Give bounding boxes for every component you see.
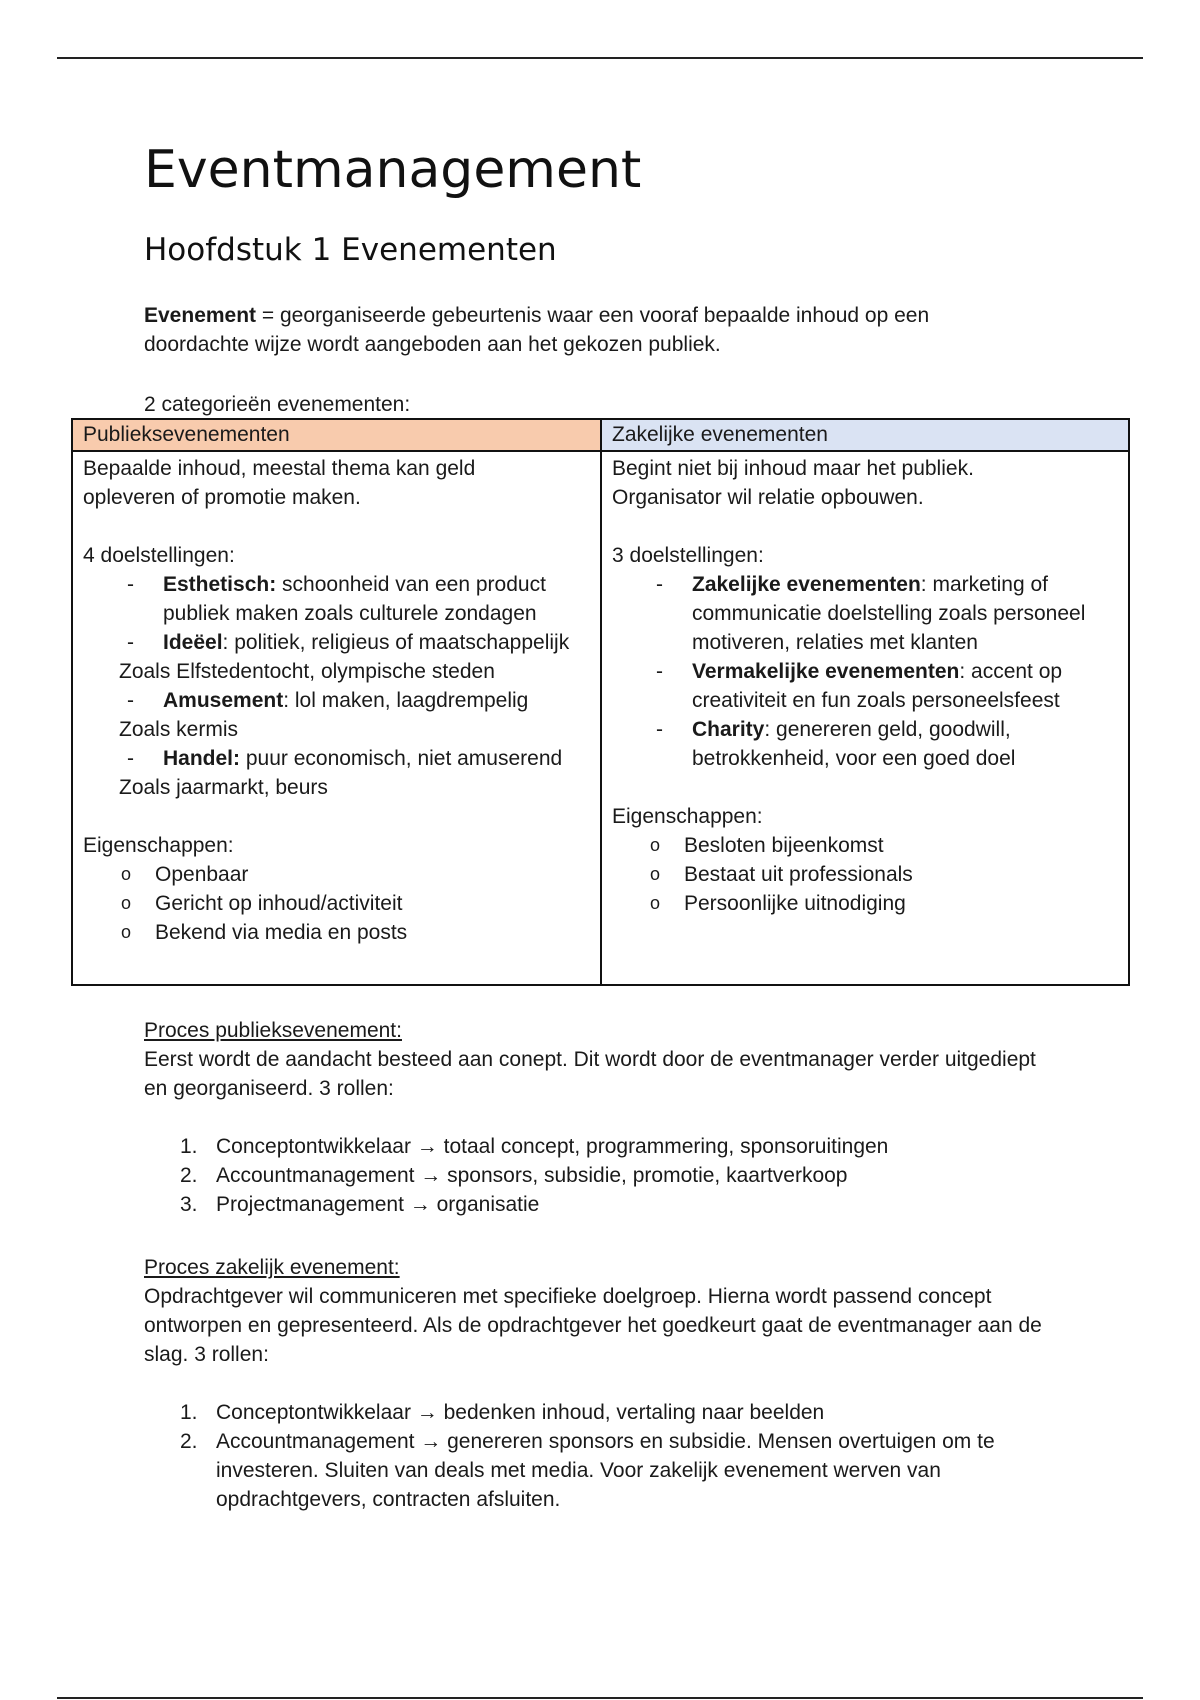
business-intro-line-1: Begint niet bij inhoud maar het publiek. (612, 457, 974, 480)
list-item: 2. Accountmanagement → genereren sponsors en subsidie. Mensen overtuigen om te investeren. Sluiten van deals met media. Voor zakelijk evenement werven van opdrachtgevers, contracten afsluiten. (180, 1430, 995, 1511)
list-item: o Openbaar (121, 863, 249, 886)
categories-label: 2 categorieën evenementen: (144, 393, 411, 416)
process-public-text: Eerst wordt de aandacht besteed aan conept. Dit wordt door de eventmanager verder uitgediept en georganiseerd. 3 rollen: (144, 1048, 1036, 1100)
footer-rule (57, 1697, 1143, 1699)
list-item: - Zakelijke evenementen: marketing of communicatie doelstelling zoals personeel motiveren, relaties met klanten (656, 573, 1086, 654)
list-item: o Persoonlijke uitnodiging (650, 892, 906, 915)
definition-paragraph (144, 301, 1024, 359)
list-item: o Besloten bijeenkomst (650, 834, 884, 857)
definition-term: Evenement (144, 304, 257, 327)
public-intro-line-1: Bepaalde inhoud, meestal thema kan geld (83, 457, 476, 480)
list-item: o Bestaat uit professionals (650, 863, 913, 886)
list-item: - Amusement: lol maken, laagdrempelig (127, 689, 529, 712)
list-item: 2. Accountmanagement → sponsors, subsidie, promotie, kaartverkoop (180, 1164, 848, 1187)
list-item: - Ideëel: politiek, religieus of maatschappelijk (127, 631, 570, 654)
business-goals-label: 3 doelstellingen: (612, 544, 764, 567)
process-business-section (144, 1253, 1064, 1514)
public-props-label: Eigenschappen: (83, 834, 234, 857)
goal-example: Zoals jaarmarkt, beurs (119, 776, 328, 799)
business-props-label: Eigenschappen: (612, 805, 763, 828)
process-public-list (144, 1132, 1064, 1219)
goal-example: Zoals kermis (119, 718, 239, 741)
list-item: - Handel: puur economisch, niet amuserend (127, 747, 563, 770)
process-business-list (144, 1398, 1064, 1514)
list-item: - Vermakelijke evenementen: accent op creativiteit en fun zoals personeelsfeest (656, 660, 1063, 712)
goal-example: Zoals Elfstedentocht, olympische steden (119, 660, 495, 683)
public-events-cell (73, 452, 600, 947)
process-public-section (144, 1016, 1064, 1219)
public-events-column (73, 420, 602, 984)
header-rule (57, 57, 1143, 59)
list-item: - Esthetisch: schoonheid van een product publiek maken zoals culturele zondagen (127, 573, 546, 625)
definition-text: = georganiseerde gebeurtenis waar een vooraf bepaalde inhoud op een doordachte wijze wordt aangeboden aan het gekozen publiek. (144, 304, 930, 356)
list-item: 3. Projectmanagement → organisatie (180, 1193, 540, 1216)
categories-table (71, 418, 1130, 986)
public-events-header: Publieksevenementen (73, 420, 600, 452)
public-intro-line-2: opleveren of promotie maken. (83, 486, 361, 509)
process-public-heading: Proces publieksevenement: (144, 1019, 402, 1042)
business-events-header: Zakelijke evenementen (602, 420, 1128, 452)
business-intro-line-2: Organisator wil relatie opbouwen. (612, 486, 924, 509)
list-item: 1. Conceptontwikkelaar → bedenken inhoud, vertaling naar beelden (180, 1401, 825, 1424)
chapter-heading: Hoofdstuk 1 Evenementen (144, 232, 557, 268)
business-events-cell (602, 452, 1128, 918)
business-events-column (602, 420, 1128, 984)
process-business-text: Opdrachtgever wil communiceren met specifieke doelgroep. Hierna wordt passend concept ontworpen en gepresenteerd. Als de opdrachtgever het goedkeurt gaat de eventmanager aan de slag. 3 rollen: (144, 1285, 1042, 1366)
public-goals-label: 4 doelstellingen: (83, 544, 235, 567)
list-item: o Gericht op inhoud/activiteit (121, 892, 403, 915)
list-item: o Bekend via media en posts (121, 921, 408, 944)
page-title: Eventmanagement (144, 140, 642, 200)
list-item: - Charity: genereren geld, goodwill, betrokkenheid, voor een goed doel (656, 718, 1016, 770)
process-business-heading: Proces zakelijk evenement: (144, 1256, 400, 1279)
list-item: 1. Conceptontwikkelaar → totaal concept, programmering, sponsoruitingen (180, 1135, 889, 1158)
